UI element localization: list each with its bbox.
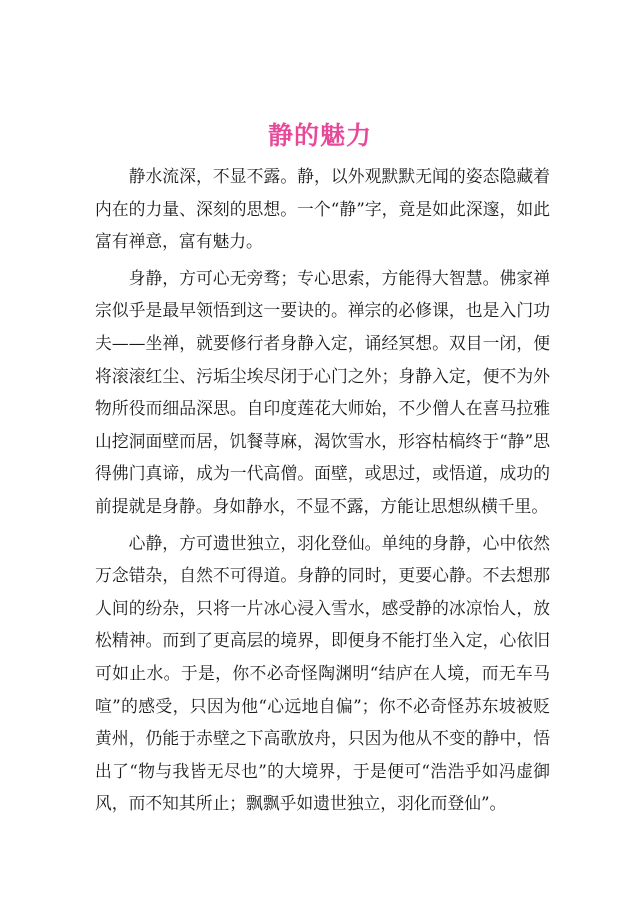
paragraph-1: 静水流深，不显不露。静，以外观默默无闻的姿态隐藏着内在的力量、深刻的思想。一个“静”字，竟是如此深邃，如此富有禅意，富有魅力。 <box>95 166 550 252</box>
paragraph-3: 心静，方可遗世独立，羽化登仙。单纯的身静，心中依然万念错杂，自然不可得道。身静的同时，更要心静。不去想那人间的纷杂，只将一片冰心浸入雪水，感受静的冰凉怡人，放松精神。而到了更高层的境界，即便身不能打坐入定，心依旧可如止水。于是，你不必奇怪陶渊明“结庐在人境，而无车马喧”的感受，只因为他“心远地自偏”；你不必奇怪苏东坡被贬黄州，仍能于赤壁之下高歌放舟，只因为他从不变的静中，悟出了“物与我皆无尽也”的大境界，于是便可“浩浩乎如冯虚御风，而不知其所止；飘飘乎如遗世独立，羽化而登仙”。 <box>95 532 550 814</box>
paragraph-2: 身静，方可心无旁骛；专心思索，方能得大智慧。佛家禅宗似乎是最早领悟到这一要诀的。禅宗的必修课，也是入门功夫——坐禅，就要修行者身静入定，诵经冥想。双目一闭，便将滚滚红尘、污垢尘埃尽闭于心门之外；身静入定，便不为外物所役而细品深思。自印度莲花大师始，不少僧人在喜马拉雅山挖洞面壁而居，饥餐荨麻，渴饮雪水，形容枯槁终于“静”思得佛门真谛，成为一代高僧。面壁，或思过，或悟道，成功的前提就是身静。身如静水，不显不露，方能让思想纵横千里。 <box>95 267 550 516</box>
article-body <box>95 160 550 820</box>
article-title: 静的魅力 <box>267 121 372 150</box>
